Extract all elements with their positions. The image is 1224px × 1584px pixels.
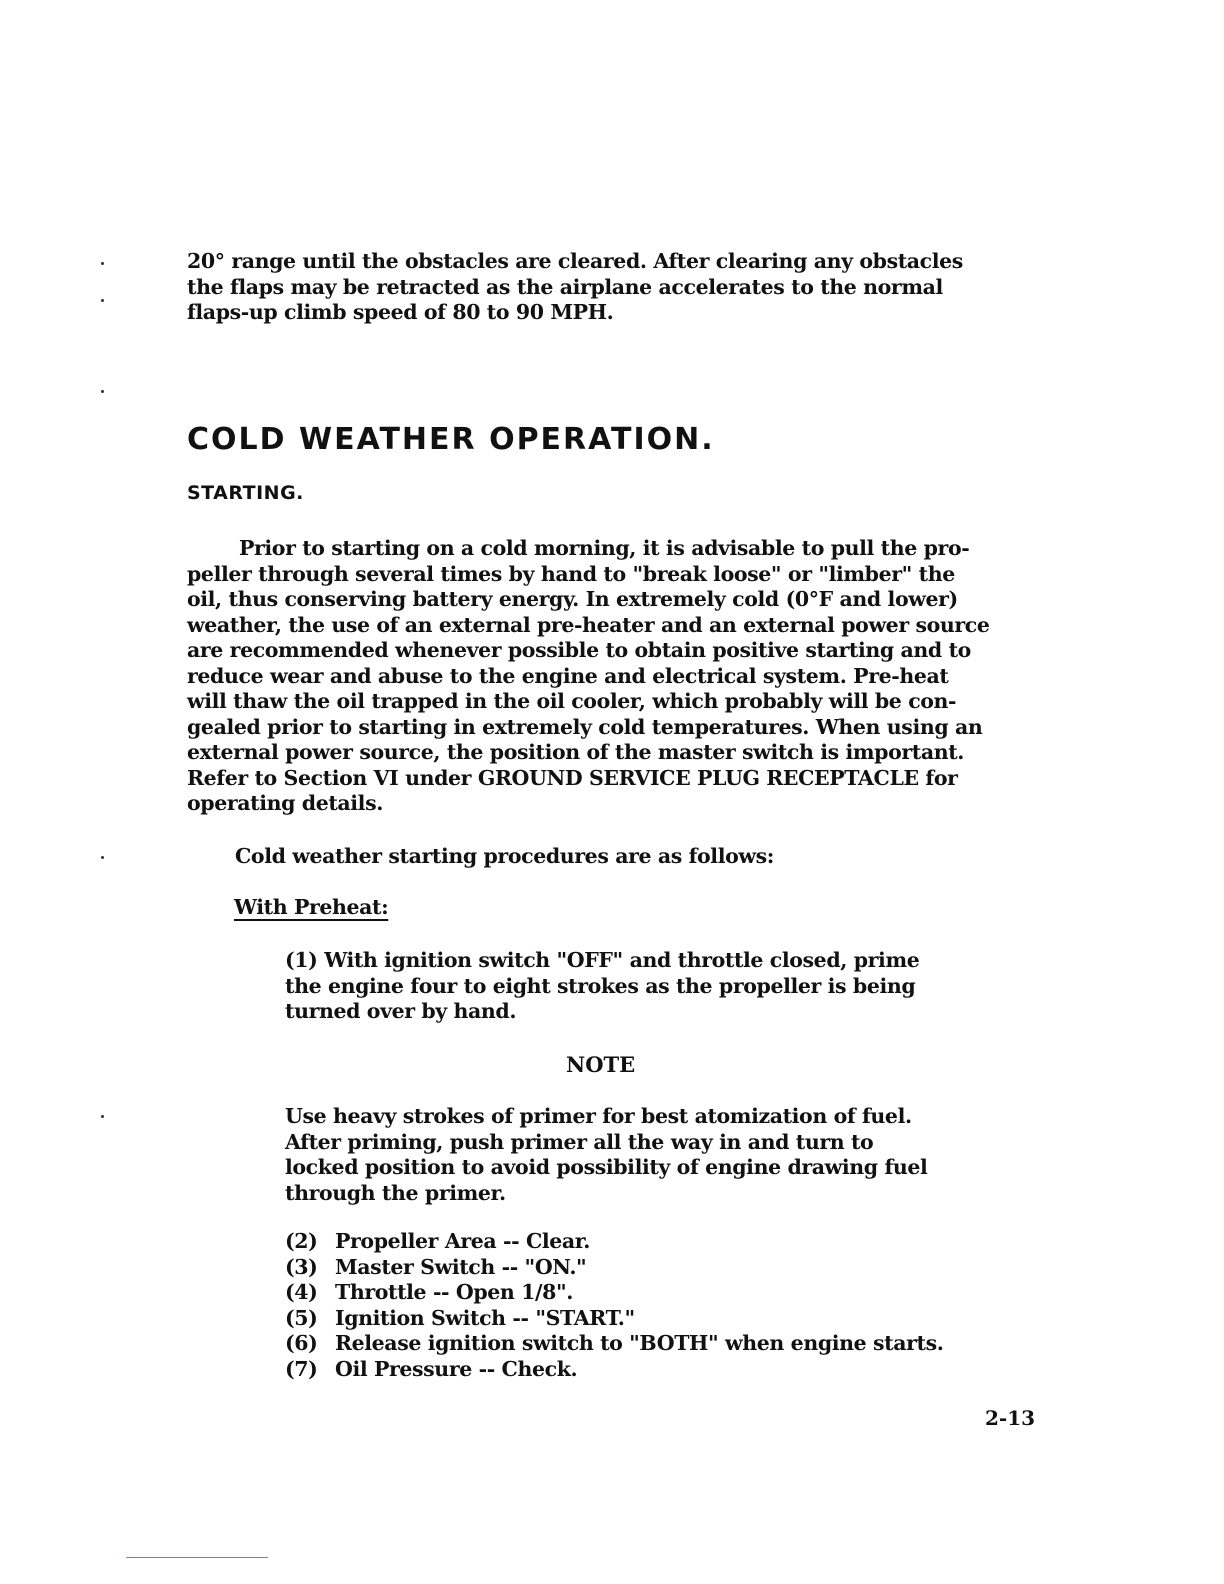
procedure-steps bbox=[285, 1229, 1005, 1382]
step-text: Release ignition switch to "BOTH" when engine starts. bbox=[335, 1331, 944, 1355]
step-text: Propeller Area -- Clear. bbox=[335, 1229, 591, 1253]
text-line: Refer to Section VI under GROUND SERVICE PLUG RECEPTACLE for bbox=[187, 765, 958, 790]
text-line: operating details. bbox=[187, 791, 383, 815]
page-number: 2-13 bbox=[985, 1406, 1036, 1430]
step-text: Oil Pressure -- Check. bbox=[335, 1356, 578, 1381]
list-item bbox=[285, 1357, 1005, 1383]
subsection-title: STARTING. bbox=[187, 482, 304, 504]
list-item bbox=[285, 1331, 1005, 1357]
with-preheat-heading: With Preheat: bbox=[234, 895, 389, 919]
scan-speck bbox=[101, 1115, 104, 1118]
text-line: 20° range until the obstacles are cleared. After clearing any obstacles bbox=[187, 249, 963, 273]
step-number: (4) bbox=[285, 1280, 318, 1304]
list-item bbox=[285, 1306, 1005, 1332]
step-text: Master Switch -- "ON." bbox=[335, 1254, 587, 1279]
scan-speck bbox=[101, 299, 104, 302]
step-number: (7) bbox=[285, 1356, 318, 1381]
starting-paragraph bbox=[187, 536, 1027, 817]
note-body bbox=[285, 1104, 985, 1206]
note-label: NOTE bbox=[566, 1052, 636, 1077]
text-line: (1) With ignition switch "OFF" and throttle closed, prime bbox=[285, 948, 920, 972]
text-line: will thaw the oil trapped in the oil cooler, which probably will be con- bbox=[187, 689, 957, 713]
text-line bbox=[187, 536, 1027, 562]
step-number: (5) bbox=[285, 1305, 318, 1330]
step-text: Ignition Switch -- "START." bbox=[335, 1305, 635, 1330]
text-line: reduce wear and abuse to the engine and electrical system. Pre-heat bbox=[187, 663, 949, 688]
text-line: oil, thus conserving battery energy. In extremely cold (0°F and lower) bbox=[187, 587, 958, 611]
scan-speck bbox=[101, 856, 104, 859]
text-line: Use heavy strokes of primer for best atomization of fuel. bbox=[285, 1104, 912, 1128]
text-line: After priming, push primer all the way in and turn to bbox=[285, 1129, 874, 1154]
scan-speck bbox=[101, 390, 104, 393]
text-line-content: Prior to starting on a cold morning, it is advisable to pull the pro- bbox=[239, 536, 970, 560]
text-line: flaps-up climb speed of 80 to 90 MPH. bbox=[187, 300, 614, 324]
text-line: peller through several times by hand to "break loose" or "limber" the bbox=[187, 561, 955, 586]
step-number: (6) bbox=[285, 1331, 318, 1355]
list-item bbox=[285, 1255, 1005, 1281]
step-number: (2) bbox=[285, 1229, 318, 1253]
text-line: through the primer. bbox=[285, 1180, 506, 1205]
procedures-intro: Cold weather starting procedures are as follows: bbox=[235, 844, 774, 868]
step-1 bbox=[285, 948, 985, 1025]
text-line: are recommended whenever possible to obtain positive starting and to bbox=[187, 638, 971, 662]
text-line: the engine four to eight strokes as the propeller is being bbox=[285, 973, 916, 998]
intro-paragraph bbox=[187, 249, 1027, 326]
section-title: COLD WEATHER OPERATION. bbox=[187, 422, 715, 457]
footer-rule bbox=[126, 1557, 268, 1558]
list-item bbox=[285, 1229, 1005, 1255]
list-item bbox=[285, 1280, 1005, 1306]
text-line: weather, the use of an external pre-heater and an external power source bbox=[187, 612, 990, 637]
step-text: Throttle -- Open 1/8". bbox=[335, 1280, 574, 1304]
text-line: locked position to avoid possibility of engine drawing fuel bbox=[285, 1155, 928, 1179]
scan-speck bbox=[101, 262, 104, 265]
step-number: (3) bbox=[285, 1254, 318, 1279]
text-line: external power source, the position of the master switch is important. bbox=[187, 740, 965, 764]
text-line: turned over by hand. bbox=[285, 999, 517, 1023]
text-line: the flaps may be retracted as the airplane accelerates to the normal bbox=[187, 274, 943, 299]
text-line: gealed prior to starting in extremely cold temperatures. When using an bbox=[187, 714, 983, 739]
